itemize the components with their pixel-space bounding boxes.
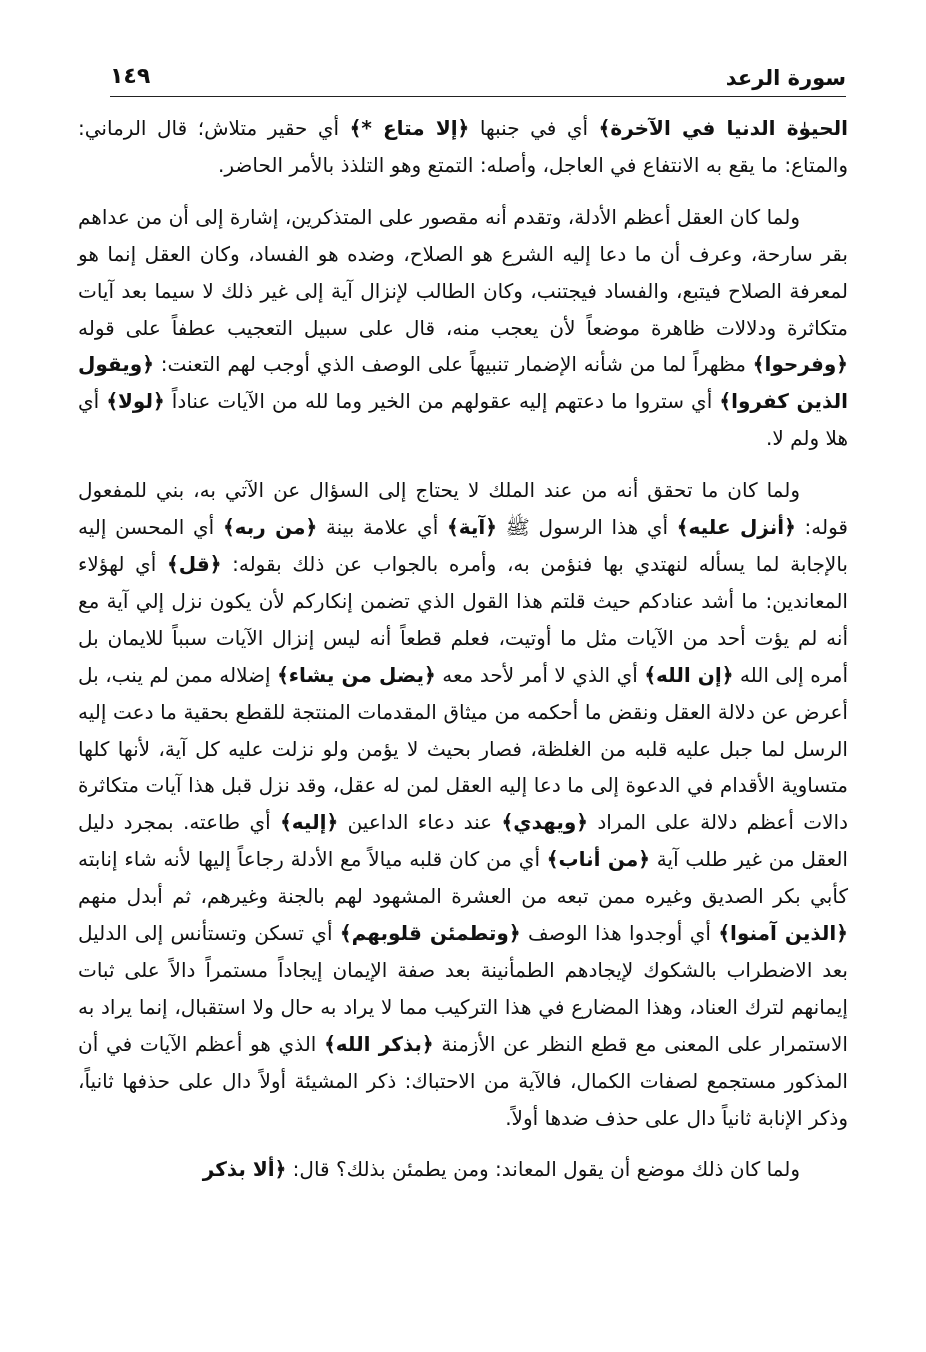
- quran-quote: ﴿قل﴾: [167, 551, 222, 576]
- commentary-text: أي طاعته. بمجرد دليل العقل من غير طلب آية: [78, 810, 848, 872]
- quran-quote: ﴿ويهدي﴾: [501, 810, 588, 835]
- paragraph: [78, 110, 848, 184]
- quran-quote: ﴿وتطمئن قلوبهم﴾: [339, 921, 521, 946]
- quran-quote: ﴿ويقول الذين كفروا﴾: [78, 352, 848, 414]
- quran-quote: ﴿الذين آمنوا﴾: [718, 921, 848, 946]
- paragraph: [78, 199, 848, 457]
- commentary-text: أي في جنبها: [469, 116, 599, 140]
- commentary-text: ولما كان ما تحقق أنه من عند الملك لا يحتاج إلى السؤال عن الآتي به، بني للمفعول قوله:: [78, 478, 848, 540]
- quran-quote: ﴿وفرحوا﴾: [752, 352, 848, 377]
- quran-quote: ﴿لولا﴾: [106, 389, 165, 414]
- commentary-text: أي علامة بينة: [317, 515, 447, 540]
- commentary-text: أي المحسن إليه بالإجابة لما يسأله لنهتدي بها فنؤمن به، وأمره بالجواب عن ذلك بقوله:: [78, 515, 848, 576]
- quran-quote: ﴿آية﴾: [446, 515, 497, 540]
- commentary-text: ولما كان العقل أعظم الأدلة، وتقدم أنه مقصور على المتذكرين، إشارة إلى أن من عداهم بقر سارحة، وعرف أن ما دعا إليه الشرع هو الصلاح، وضده هو الفساد، وكان العقل إنما هو لمعرفة الصلاح فيتبع، والفساد فيجتنب، وكان الطالب لإنزال آية إلى غير ذلك لا سيما بعد آيات متكاثرة ودلالات ظاهرة موضعاً لأن يعجب منه، قال على سبيل التعجيب عطفاً على قوله: [78, 204, 848, 340]
- page-number: ١٤٩: [110, 64, 151, 89]
- commentary-text: أي هلا ولم لا.: [78, 389, 848, 451]
- commentary-text: أي أوجدوا هذا الوصف: [520, 921, 719, 946]
- quran-quote: ﴿من أناب﴾: [546, 847, 650, 872]
- paragraph: [78, 1151, 848, 1188]
- page-header: [110, 62, 846, 97]
- commentary-text: أي ستروا ما دعتهم إليه عقولهم من الخير وما لله من الآيات عناداً: [164, 389, 720, 414]
- commentary-text: أي لهؤلاء المعاندين: ما أشد عنادكم حيث قلتم هذا القول الذي تضمن إنكاركم لأن يكون نزل إلي آية مع أنه لم يؤت أحد من الآيات مثل ما أوتيت، فعلم قطعاً أنه ليس إنزال الآيات سبباً للايمان بل أمره إلى الله: [78, 551, 849, 687]
- quran-quote: ﴿بذكر الله﴾: [324, 1031, 434, 1056]
- commentary-text: أي حقير متلاش؛ قال الرماني: والمتاع: ما يقع به الانتفاع في العاجل، وأصله: التمتع وهو التلذذ بالأمر الحاضر.: [78, 116, 848, 177]
- surah-title: سورة الرعد: [725, 66, 846, 90]
- commentary-text: الذي هو أعظم الآيات في أن المذكور مستجمع لصفات الكمال، فالآية من الاحتباك: ذكر المشيئة أولاً دال على حذفها ثانياً، وذكر الإنابة ثانياً دال على حذف ضدها أولاً.: [78, 1031, 848, 1130]
- quran-quote: ﴿من ربه﴾: [222, 515, 318, 540]
- quran-quote: الحيوٰة الدنيا في الآخرة﴾: [598, 116, 848, 140]
- commentary-text: أي الذي لا أمر لأحد معه: [435, 662, 645, 687]
- commentary-text: مظهراً لما من شأنه الإضمار تنبيهاً على الوصف الذي أوجب لهم التعنت:: [153, 352, 753, 377]
- paragraph: [78, 472, 848, 1136]
- commentary-text: أي تسكن وتستأنس إلى الدليل بعد الاضطراب بالشكوك لإيجادهم الطمأنينة بعد صفة الإيمان إيجاداً مستمراً دالاً على ثبات إيمانهم لترك العناد، وهذا المضارع في هذا التركيب مما لا يراد به حال ولا استقبال، إنما يراد به الاستمرار على المعنى مع قطع النظر عن الأزمنة: [78, 921, 848, 1056]
- commentary-text: أي من كان قلبه ميالاً مع الأدلة رجاعاً إليها لأنه شاء إنابته كأبي بكر الصديق وغيره ممن تبعه من العشرة المشهود لهم بالجنة وغيرهم، ثم أبدل منهم: [78, 847, 848, 909]
- quran-quote: ﴿إن الله﴾: [644, 662, 734, 687]
- commentary-text: إضلاله ممن لم ينب، بل أعرض عن دلالة العقل ونقض ما أحكمه من ميثاق المقدمات المنتجة للقطع بحقية ما دعت إليه الرسل لما جبل عليه قلبه من الغلظة، فصار بحيث لا يؤمن ولو نزلت عليه كل آية، لأنها كلها متساوية الأقدام في الدعوة إلى ما دعا إليه العقل لمن له عقل، وقد نزل قبل هذا آيات متكاثرة دالات أعظم دلالة على المراد: [78, 662, 848, 835]
- commentary-text: ولما كان ذلك موضع أن يقول المعاند: ومن يطمئن بذلك؟ قال:: [286, 1157, 800, 1182]
- page-body: [78, 110, 848, 1203]
- commentary-text: عند دعاء الداعين: [338, 810, 502, 835]
- quran-quote: ﴿ألا بذكر: [202, 1157, 287, 1182]
- quran-quote: ﴿إليه﴾: [280, 810, 339, 835]
- quran-quote: ﴿يضل من يشاء﴾: [277, 662, 436, 687]
- quran-quote: ﴿إلا متاع *﴾: [349, 116, 470, 140]
- quran-quote: ﴿أنزل عليه﴾: [676, 515, 796, 540]
- commentary-text: أي هذا الرسول ﷺ: [496, 515, 677, 540]
